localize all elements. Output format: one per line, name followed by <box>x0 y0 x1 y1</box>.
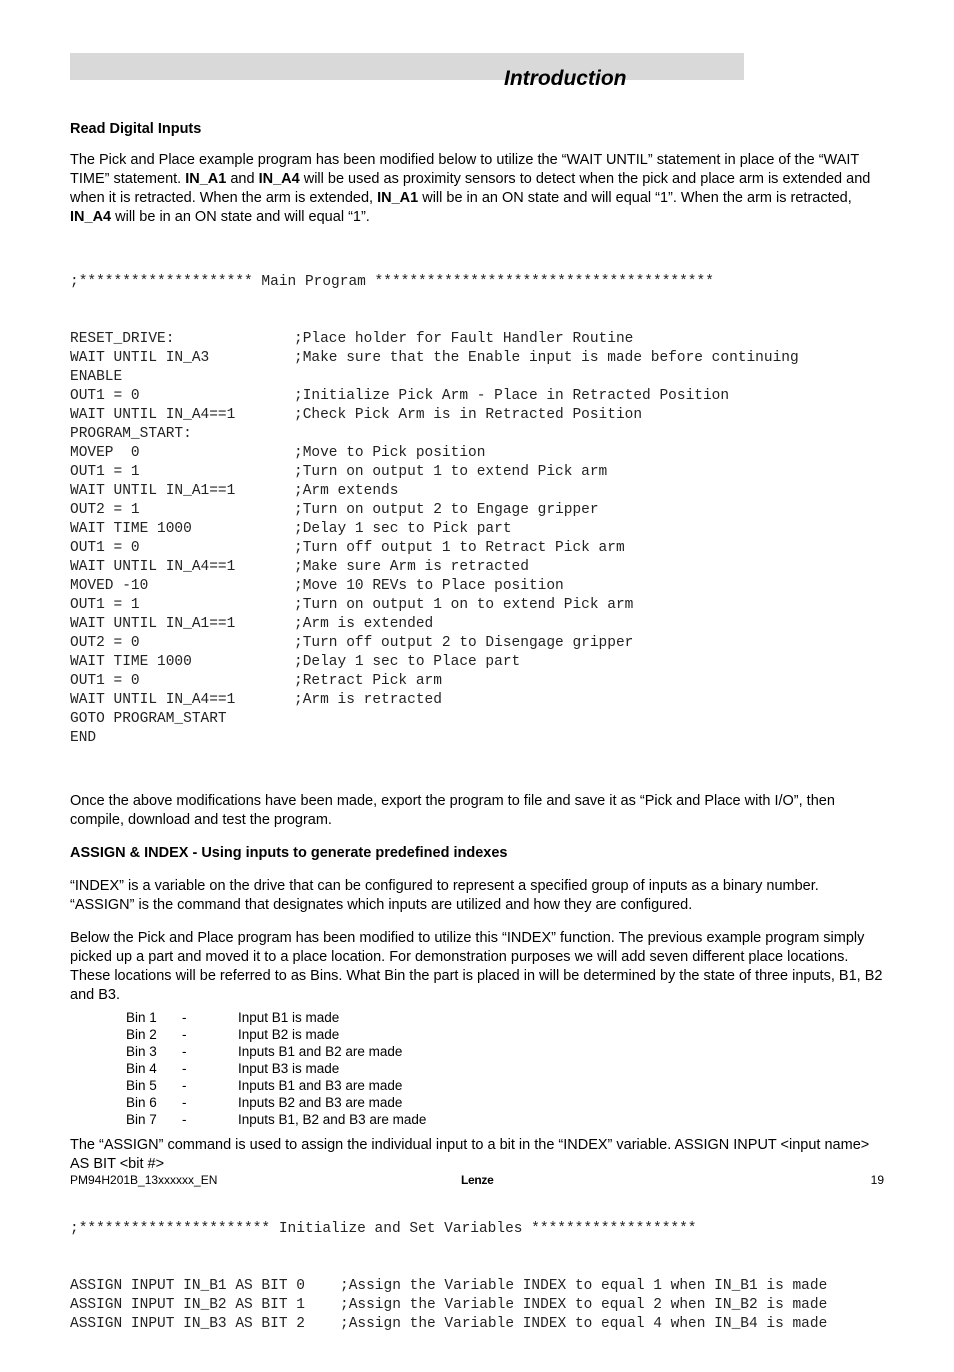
code-line <box>70 558 884 577</box>
code-command: WAIT UNTIL IN_A4==1 <box>70 559 236 575</box>
code-line <box>70 596 884 615</box>
code-line <box>70 463 884 482</box>
code-comment: ;Assign the Variable INDEX to equal 4 when IN_B4 is made <box>340 1316 828 1332</box>
code-command: WAIT UNTIL IN_A3 <box>70 350 210 366</box>
bin-list-item <box>126 1111 884 1128</box>
code-line <box>70 634 884 653</box>
bin-dash: - <box>182 1112 187 1127</box>
bin-dash: - <box>182 1061 187 1076</box>
bin-bin: Bin 6 <box>126 1095 157 1110</box>
code-line <box>70 349 884 368</box>
code-comment: ;Assign the Variable INDEX to equal 2 when IN_B2 is made <box>340 1297 828 1313</box>
code-line <box>70 1277 884 1296</box>
bin-list-item <box>126 1043 884 1060</box>
code-line <box>70 653 884 672</box>
code-command: ASSIGN INPUT IN_B3 AS BIT 2 <box>70 1316 305 1332</box>
code-command: WAIT UNTIL IN_A1==1 <box>70 616 236 632</box>
code-comment: ;Delay 1 sec to Place part <box>294 654 521 670</box>
code-comment: ;Turn on output 2 to Engage gripper <box>294 502 599 518</box>
bin-desc: Inputs B1 and B3 are made <box>238 1078 403 1093</box>
bin-bin: Bin 7 <box>126 1112 157 1127</box>
section-heading-assign-index: ASSIGN & INDEX - Using inputs to generate predefined indexes <box>70 845 508 861</box>
bin-desc: Inputs B2 and B3 are made <box>238 1095 403 1110</box>
code-comment: ;Check Pick Arm is in Retracted Position <box>294 407 643 423</box>
code-line <box>70 330 884 349</box>
code-command: ENABLE <box>70 369 123 385</box>
code-block-main-program <box>70 235 884 786</box>
code-line <box>70 387 884 406</box>
code-command: GOTO PROGRAM_START <box>70 711 227 727</box>
bin-list-item <box>126 1009 884 1026</box>
code-command: MOVED -10 <box>70 578 149 594</box>
code-command: WAIT TIME 1000 <box>70 521 192 537</box>
code-comment: ;Turn off output 2 to Disengage gripper <box>294 635 634 651</box>
bin-bin: Bin 1 <box>126 1010 157 1025</box>
code-command: WAIT UNTIL IN_A1==1 <box>70 483 236 499</box>
footer-document-id: PM94H201B_13xxxxxx_EN <box>70 1173 218 1187</box>
code-line <box>70 444 884 463</box>
code-line <box>70 672 884 691</box>
code-command: OUT2 = 0 <box>70 635 140 651</box>
bin-desc: Inputs B1, B2 and B3 are made <box>238 1112 427 1127</box>
bin-list-item <box>126 1094 884 1111</box>
code-line <box>70 1296 884 1315</box>
code-command: ASSIGN INPUT IN_B1 AS BIT 0 <box>70 1278 305 1294</box>
section-heading-read-digital-inputs: Read Digital Inputs <box>70 121 202 137</box>
paragraph-index-definition: “INDEX” is a variable on the drive that can be configured to represent a specified group of inputs as a binary number. “ASSIGN” is the command that designates which inputs are utilized and how they are configured. <box>70 878 819 913</box>
code-command: OUT1 = 0 <box>70 540 140 556</box>
code-command: OUT1 = 1 <box>70 464 140 480</box>
bin-list-item <box>126 1077 884 1094</box>
code-comment: ;Turn on output 1 to extend Pick arm <box>294 464 608 480</box>
bin-dash: - <box>182 1078 187 1093</box>
code-comment: ;Move 10 REVs to Place position <box>294 578 564 594</box>
footer-page-number: 19 <box>870 1173 884 1187</box>
code-command: ASSIGN INPUT IN_B2 AS BIT 1 <box>70 1297 305 1313</box>
code-command: WAIT TIME 1000 <box>70 654 192 670</box>
code-comment: ;Assign the Variable INDEX to equal 1 when IN_B1 is made <box>340 1278 828 1294</box>
code-line <box>70 520 884 539</box>
paragraph-bins-intro: Below the Pick and Place program has been modified to utilize this “INDEX” function. The previous example program simply picked up a part and moved it to a place location. For demonstration purposes we will add seven different place locations. These locations will be referred to as Bins. What Bin the part is placed in will be determined by the state of three inputs, B1, B2 and B3. <box>70 930 883 1003</box>
code-comment: ;Arm is extended <box>294 616 434 632</box>
header-bar <box>70 53 744 80</box>
code-comment: ;Delay 1 sec to Pick part <box>294 521 512 537</box>
code-command: WAIT UNTIL IN_A4==1 <box>70 407 236 423</box>
footer-brand-logo: Lenze <box>461 1173 494 1187</box>
code-comment: ;Arm is retracted <box>294 692 442 708</box>
code-command: WAIT UNTIL IN_A4==1 <box>70 692 236 708</box>
code-line <box>70 482 884 501</box>
bin-dash: - <box>182 1044 187 1059</box>
code-line <box>70 710 884 729</box>
code-comment: ;Make sure that the Enable input is made before continuing <box>294 350 799 366</box>
code-command: RESET_DRIVE: <box>70 331 175 347</box>
bin-desc: Input B2 is made <box>238 1027 340 1042</box>
code-comment: ;Make sure Arm is retracted <box>294 559 529 575</box>
bin-list <box>126 1009 884 1128</box>
code-header-line: ;******************** Main Program *************************************** <box>70 274 714 290</box>
code-line <box>70 406 884 425</box>
code-command: OUT1 = 1 <box>70 597 140 613</box>
code-line <box>70 615 884 634</box>
paragraph-read-digital-inputs: The Pick and Place example program has been modified below to utilize the “WAIT UNTIL” statement in place of the “WAIT TIME” statement. IN_A1 and IN_A4 will be used as proximity sensors to detect when the pick and place arm is extended and when it is retracted. When the arm is extended, IN_A1 will be in an ON state and will equal “1”. When the arm is retracted, IN_A4 will be in an ON state and will equal “1”. <box>70 152 871 225</box>
bin-list-item <box>126 1026 884 1043</box>
code-line <box>70 729 884 748</box>
code-command: OUT1 = 0 <box>70 388 140 404</box>
bin-dash: - <box>182 1027 187 1042</box>
bin-bin: Bin 3 <box>126 1044 157 1059</box>
code-comment: ;Turn off output 1 to Retract Pick arm <box>294 540 625 556</box>
bin-dash: - <box>182 1010 187 1025</box>
code-command: PROGRAM_START: <box>70 426 192 442</box>
bin-desc: Inputs B1 and B2 are made <box>238 1044 403 1059</box>
bin-desc: Input B3 is made <box>238 1061 340 1076</box>
code-comment: ;Place holder for Fault Handler Routine <box>294 331 634 347</box>
code-line <box>70 425 884 444</box>
page-title: Introduction <box>504 67 627 90</box>
code-header-line: ;********************** Initialize and Set Variables ******************* <box>70 1221 697 1237</box>
code-command: END <box>70 730 97 746</box>
bin-dash: - <box>182 1095 187 1110</box>
code-line <box>70 368 884 387</box>
code-line <box>70 501 884 520</box>
code-comment: ;Retract Pick arm <box>294 673 442 689</box>
code-command: OUT1 = 0 <box>70 673 140 689</box>
code-comment: ;Turn on output 1 on to extend Pick arm <box>294 597 634 613</box>
code-line <box>70 691 884 710</box>
bin-bin: Bin 5 <box>126 1078 157 1093</box>
code-comment: ;Arm extends <box>294 483 399 499</box>
bin-list-item <box>126 1060 884 1077</box>
paragraph-assign-command: The “ASSIGN” command is used to assign the individual input to a bit in the “INDEX” variable. ASSIGN INPUT <input name> AS BIT <bit #> <box>70 1137 870 1172</box>
bin-bin: Bin 2 <box>126 1027 157 1042</box>
code-line <box>70 539 884 558</box>
code-command: OUT2 = 1 <box>70 502 140 518</box>
code-block-initialize-variables <box>70 1182 884 1372</box>
code-line <box>70 577 884 596</box>
code-command: MOVEP 0 <box>70 445 140 461</box>
bin-desc: Input B1 is made <box>238 1010 340 1025</box>
code-comment: ;Move to Pick position <box>294 445 486 461</box>
code-comment: ;Initialize Pick Arm - Place in Retracted Position <box>294 388 730 404</box>
paragraph-export-program: Once the above modifications have been made, export the program to file and save it as “Pick and Place with I/O”, then compile, download and test the program. <box>70 793 835 828</box>
code-line <box>70 1315 884 1334</box>
bin-bin: Bin 4 <box>126 1061 157 1076</box>
